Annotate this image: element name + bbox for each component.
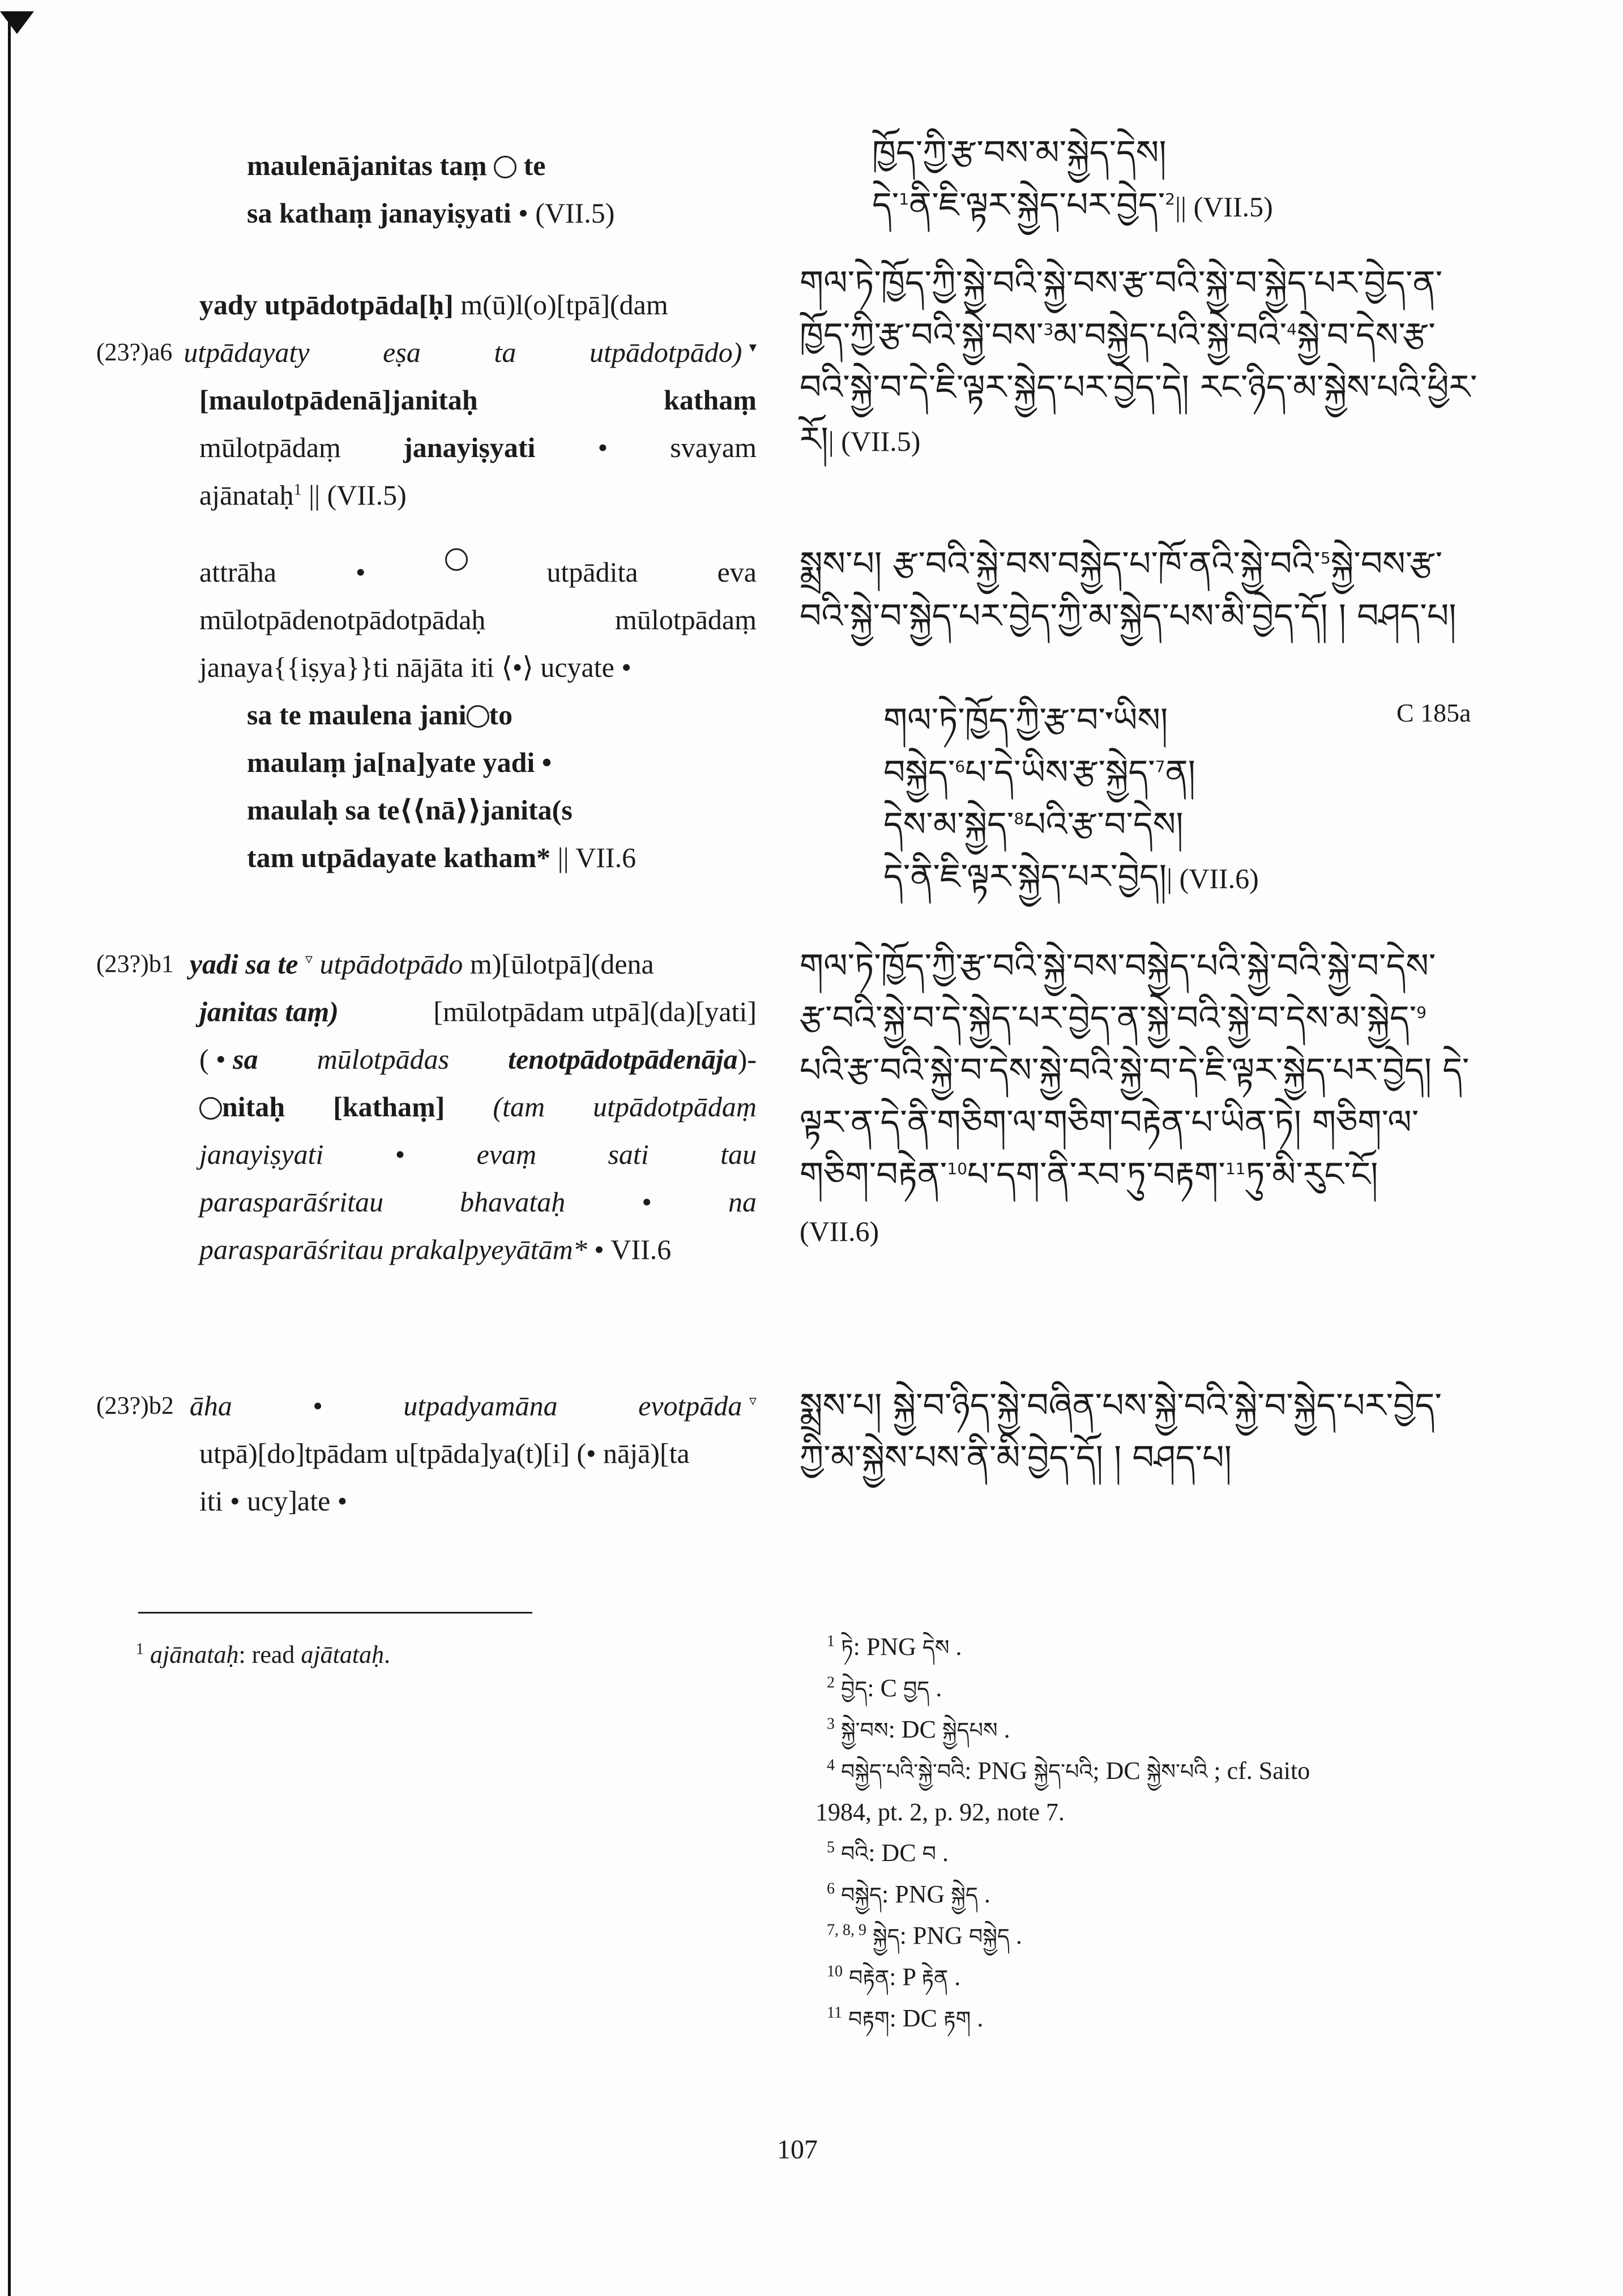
- footnote-rule: [138, 1612, 532, 1614]
- footnote: $^6$ བསྐྱེད: PNG སྐྱེད .: [827, 1880, 990, 1908]
- page-edge-line: [8, 11, 11, 2296]
- footnote: 1984, pt. 2, p. 92, note 7.: [815, 1798, 1065, 1826]
- lacuna-circle: [445, 548, 468, 571]
- lacuna-circle: [467, 705, 489, 728]
- footnote: $^3$ སྐྱེ་བས: DC སྐྱེདཔས .: [827, 1715, 1010, 1743]
- tibetan-verse-vii6: གལ་ཏེ་ཁྱོད་ཀྱི་རྩ་བ་▾ཡིས། བསྐྱེད་$^6$པ་དེ་ཡིས་རྩ་སྐྱེད་$^7$ན། དེས་མ་སྐྱེད་$^8$པའི་རྩ་བ་དེས། དེ་ནི་ཇི་ལྟར་སྐྱེད་པར་བྱེད།| (VII.6): [883, 701, 1259, 897]
- commentary-23b1: (23?)b1 yadi sa te ▿ utpādotpādo m)[ūlotpā](dena janitas taṃ) [mūlotpādam utpā](da)[yati] ( • sa mūlotpādas tenotpādotpādenāja)- nitaḥ [kathaṃ] (tam utpādotpādaṃ janayiṣyati • evaṃ sati tau parasparāśritau bhavataḥ • na parasparāśritau prakalpyeyātām* • VII.6: [96, 940, 757, 1273]
- triangle-mark: ▿: [749, 1392, 757, 1409]
- tibetan-commentary-1: གལ་ཏེ་ཁྱོད་ཀྱི་སྐྱེ་བའི་སྐྱེ་བས་རྩ་བའི་སྐྱེ་བ་སྐྱེད་པར་བྱེད་ན་ ཁྱོད་ཀྱི་རྩ་བའི་སྐྱེ་བས་$^3$མ་བསྐྱེད་པའི་སྐྱེ་བའི་$^4$སྐྱེ་བ་དེས་རྩ་ བའི་སྐྱེ་བ་དེ་ཇི་ལྟར་སྐྱེད་པར་བྱེད་དེ། རང་ཉིད་མ་སྐྱེས་པའི་ཕྱིར་ རོ།| (VII.5): [800, 263, 1477, 459]
- footnote: $^1$ ཏེ: PNG དེས .: [827, 1632, 962, 1661]
- tibetan-verse-vii5: ཁྱོད་ཀྱི་རྩ་བས་མ་སྐྱེད་དེས། དེ་$^1$ནི་ཇི་ལྟར་སྐྱེད་པར་བྱེད་$^2$|| (VII.5): [872, 133, 1273, 225]
- folio-label: (23?)a6: [96, 338, 173, 366]
- footnote: $^{7, 8, 9}$ སྐྱེད: PNG བསྐྱེད .: [827, 1921, 1022, 1949]
- corner-mark: [0, 11, 34, 34]
- folio-label: (23?)b2: [96, 1392, 174, 1419]
- triangle-mark: ▾: [749, 339, 757, 356]
- triangle-mark: ▿: [305, 950, 313, 967]
- footnotes-right: [815, 1627, 1506, 2039]
- footnote: $^5$ བའི: DC བ .: [827, 1838, 949, 1867]
- tibetan-commentary-2: སྨྲས་པ། རྩ་བའི་སྐྱེ་བས་བསྐྱེད་པ་ཁོ་ནའི་སྐྱེ་བའི་$^5$སྐྱེ་བས་རྩ་ བའི་སྐྱེ་བ་སྐྱེད་པར་བྱེད་ཀྱི་མ་སྐྱེད་པས་མི་བྱེད་དོ། ། བཤད་པ།: [800, 544, 1457, 636]
- footnote: $^{10}$ བརྟེན: P རྟེན .: [827, 1962, 961, 1991]
- verse-vii6-sanskrit: sa te maulena jani to maulaṃ ja[na]yate yadi • maulaḥ sa te⟨⟨nā⟩⟩janita(s tam utpādayate katham* || VII.6: [247, 699, 637, 873]
- footnote-left: $^1$ ajānataḥ: read ajātataḥ.: [136, 1640, 391, 1668]
- verse-vii5-sanskrit: maulenājanitas taṃ te sa kathaṃ janayiṣyati • (VII.5): [247, 150, 615, 229]
- margin-reference: C 185a: [1396, 698, 1471, 727]
- lacuna-circle: [494, 156, 516, 178]
- commentary-23a6: yady utpādotpāda[ḥ] m(ū)l(o)[tpā](dam (23?)a6 utpādayaty eṣa ta utpādotpādo) ▾ [maulotpādenā]janitaḥ kathaṃ mūlotpādaṃ janayiṣyati • svayam ajānataḥ$^1$ || (VII.5): [96, 289, 757, 511]
- commentary-23b2: (23?)b2 āha • utpadyamāna evotpāda ▿ utpā)[do]tpādam u[tpāda]ya(t)[i] (• nājā)[ta iti • ucy]ate •: [96, 1382, 757, 1525]
- page-number: 107: [777, 2135, 818, 2165]
- footnote: $^{11}$ བརྟག: DC རྟག .: [827, 2004, 984, 2032]
- lacuna-circle: [199, 1097, 222, 1120]
- tibetan-commentary-3: གལ་ཏེ་ཁྱོད་ཀྱི་རྩ་བའི་སྐྱེ་བས་བསྐྱེད་པའི་སྐྱེ་བའི་སྐྱེ་བ་དེས་ རྩ་བའི་སྐྱེ་བ་དེ་སྐྱེད་པར་བྱེད་ན་སྐྱེ་བའི་སྐྱེ་བ་དེས་མ་སྐྱེད་$^9$ པའི་རྩ་བའི་སྐྱེ་བ་དེས་སྐྱེ་བའི་སྐྱེ་བ་དེ་ཇི་ལྟར་སྐྱེད་པར་བྱེད། དེ་ ལྟར་ན་དེ་ནི་གཅིག་ལ་གཅིག་བརྟེན་པ་ཡིན་ཏེ། གཅིག་ལ་ གཅིག་བརྟེན་$^{10}$པ་དག་ནི་རབ་ཏུ་བརྟག་$^{11}$ཏུ་མི་རུང་ངོ། (VII.6): [800, 946, 1470, 1247]
- folio-label: (23?)b1: [96, 950, 174, 978]
- footnote: $^2$ བྱེད: C བྱད .: [827, 1674, 942, 1702]
- tibetan-commentary-4: སྨྲས་པ། སྐྱེ་བ་ཉིད་སྐྱེ་བཞིན་པས་སྐྱེ་བའི་སྐྱེ་བ་སྐྱེད་པར་བྱེད་ ཀྱི་མ་སྐྱེས་པས་ནི་མི་བྱེད་དོ། ། བཤད་པ།: [800, 1386, 1442, 1478]
- commentary-attraha: attrāha • utpādita eva mūlotpādenotpādotpādaḥ mūlotpādaṃ janaya{{iṣya}}ti nājāta iti ⟨•⟩ ucyate •: [199, 548, 757, 691]
- footnote: $^4$ བསྐྱེད་པའི་སྐྱེ་བའི: PNG སྐྱེད་པའི; DC སྐྱེས་པའི ; cf. Saito: [827, 1756, 1310, 1785]
